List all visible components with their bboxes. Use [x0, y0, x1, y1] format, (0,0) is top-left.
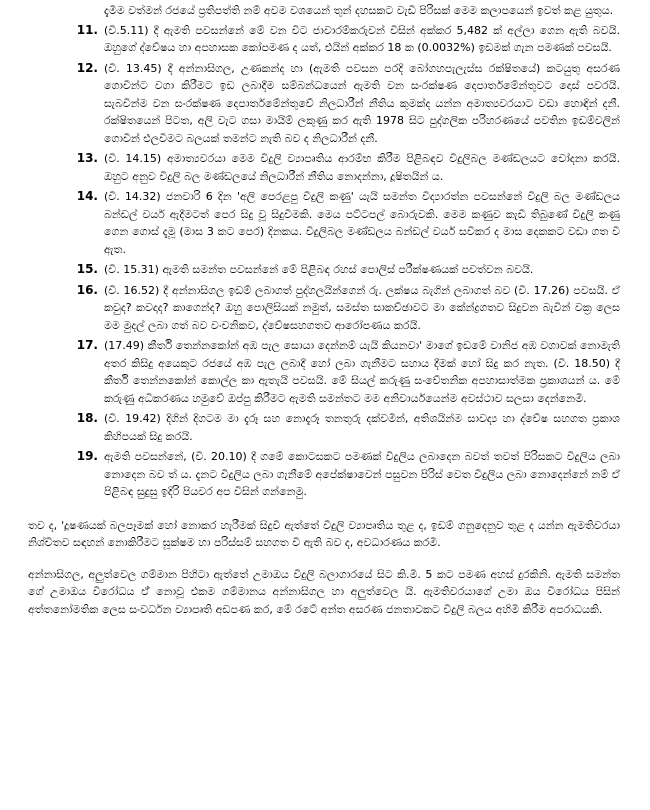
item-text: ඇමති පවසන්නේ, (වි. 20.10) දී ගමේ කොටසකට පමණක් විදුලිය ලබාදෙන බවත් තවත් පිරිසකට විදුලිය ලබා නොදෙන බව ත් ය. දැනට විදුලිය ලබා ගැනීමේ අපේක්ෂාවෙන් පසුවන පිරිස් වෙත විදුලිය ලබා නොදෙන්නේ නම් ඒ පිළිබඳ සුදුසු ඉදිරි පියවර අප විසින් ගන්නෙමු. [104, 450, 620, 498]
list-item [28, 448, 620, 501]
item-text: (වි. 13.45) දී අන්නාසිගල, උණකන්ද හා (ඇමති පවසන පරදි බෝගහපැලැස්ස රක්ෂිතයේ) කටයුතු අසරණ ගොවීන්ට වගා කිරීමට ඉඩ ලබාදීම සම්බන්ධයෙන් ඇමති වන සංරක්ෂණ දෙපාර්තමේන්තුවට දොස් පවරයි. සැබවින්ම වන සංරක්ෂණ දෙපාර්තමේන්තුවේ නිලධාරීන් නීතිය කුමක්ද යන්න අමාත්‍යවරයාට වඩා හොඳින් දනී. රක්ෂිතයෙන් පිටත, අලි වැට ගසා මායිම් ලකුණු කර ඇති 1978 සිට පුද්ගලික පරිහරණයේ පවතින ඉඩම්වලින් ගොවීන් එලවීමට බලයක් තමන්ට නැති බව ද නිලධාරීන් දනී. [104, 61, 620, 145]
body-paragraph-emphasis: තව ද, 'දූෂණයක් බලපෑමක් හෝ නොකර හැරීමක් සිදුවී ඇත්තේ විදුලි ව්‍යාපෘතිය තුළ ද, ඉඩම් ගනුදෙනුව තුළ ද යන්න ඇමතිවරයා නිශ්චිතව සඳහන් නොකිරීමට සූක්ෂම හා පරිස්සම් සහගත වී ඇති බව ද, අවධාරණය කරමි. [28, 518, 620, 549]
body-paragraph-location: අන්නාසිගල, අලුත්වෙල ගම්මාන පිහිටා ඇත්තේ උමාඔය විදුලි බලාගාරයේ සිට කි.මී. 5 කට පමණ අහස් දුරකිනි. ඇමති සමන්ත ගේ උමාඔය විරෝධය ඒ් නොවූ එකම ගම්මානය අන්නාසිගල හා අලුත්වෙල යි. ඇමතිවරයාගේ උමා ඔය විරෝධය පිසින් අත්තනෝමතික ලෙස සංවර්ධන ව්‍යාපෘති අඩපණ කර, මේ රටේ අන්ත අසරණ ජනතාවකට විදුලි බලය අහිමි කිරීම අපරාධයකි. [28, 567, 620, 616]
list-item [28, 60, 620, 148]
list-item [28, 282, 620, 335]
item-number: 18. [76, 411, 98, 425]
item-text: (වි. 14.15) අමාත්‍යවරයා මෙම විදුලි ව්‍යාපෘතිය ආරම්භ කිරීම පිළිබඳව විදුලිබල මණ්ඩලයට චෝදනා කරයි. ඔහුට අනුව විදුලි බල මණ්ඩලයේ නිලධාරීන් නීතිය නොදන්නා, දූෂිතයින් ය. [104, 152, 620, 183]
item-text: (වි. 16.52) දී අන්නාසිගල ඉඩම් ලබාගත් පුද්ගලයින්ගෙන් රු. ලක්ෂය බැගින් ලබාගත් බව (වි. 17.26) පවසයි. ඒ කවුද? කවදාද? කාගෙන්ද? ඔහු පොලිසියක් නමුත්, සමස්ත සාකච්ඡාවට මා කේන්ද්‍රගතව සිදුවන බැවින් වක්‍ර ලෙස මම මුදල් ලබා ගත් බව වංචනිකව, ද්වේෂසහගතව ආරෝපණය කරයි. [104, 283, 620, 332]
item-number: 14. [76, 189, 98, 203]
item-number: 13. [76, 151, 98, 165]
list-item [28, 337, 620, 407]
item-text: (වි. 14.32) ජනවාරි 6 දින 'අලි පෙරළපු විදුලි කණු' යැයි සමන්ත විද්‍යාරත්න පවසන්නේ විදුලි බල මණ්ඩලය බන්ඩල් වයර් ඇදීමටත් පෙර සිදු වූ සිදුවීමකි. මෙය පට්ටපල් බොරුවකි. මෙම කණුව කැඩී තිබුණේ විදුලි කණු ගෙන ගොස් දැමූ (මාස 3 කට පෙර) දිනකය. විදුලිබල මණ්ඩලය බන්ඩල් වයර් සවිකර ද මාස දෙකකට වඩා ගත වී ඇත. [104, 190, 620, 256]
item-text: (වි. 19.42) දිගින් දිගටම මා දැරූ සහ නොදැරූ තනතුරු දක්වමින්, අතිශයින්ම සාවද්‍ය හා ද්වේෂ සහගත ප්‍රකාශ කිහිපයක් සිදු කරයි. [104, 412, 620, 443]
item-number: 16. [76, 282, 98, 297]
item-number: 12. [76, 60, 98, 75]
document-page [0, 2, 650, 810]
item-text: (17.49) කීර්ති තෙන්නකෝන් අඹ පැල සොයා දෙන්නම් යැයි කියනවා' මාගේ ඉඩමේ වානිජ අඹ වගාවක් නොමැති අතර කිසිදු අයෙකුට රජයේ අඹ පැල ලබාදී හෝ ලබා ගැනීමට සහාය දීමක් හෝ සිදු කර නැත. (වි. 18.50) දී කීර්ති තෙන්නකෝන් කොල්ල කා ඇතැයි පවසයි. මේ සියල් කරුණු සංවේතනික අපහාසාත්මක ප්‍රකාශයන් ය. මේ කරුණු අධිකරණය හමුවේ ඔප්පු කිරීමට ඇමති සමන්තට මම අනිවාර්යයෙන්ම අවස්ථාව සලසා දෙන්නෙමි. [104, 339, 620, 405]
item-text: (වි.5.11) දී ඇමති පවසන්නේ මේ වන විට ජාවාරම්කරුවන් විසින් අක්කර 5,482 ක් අල්ලා ගෙන ඇති බවයි. ඔහුගේ ද්වේෂය හා අපහාසක කෝපමණ ද යත්, එයින් අක්කර 18 ක (0.0032%) ඉඩමක් ගැන පමණක් පවසයි. [104, 23, 620, 54]
list-item [28, 188, 620, 258]
list-item [28, 261, 620, 279]
list-item [28, 410, 620, 445]
item-text: (වි. 15.31) ඇමති සමන්ත පවසන්නේ මේ පිළිබඳ රහස් පොලිස් පරීක්ෂණයක් පවත්වන බවයි. [104, 263, 534, 276]
item-number: 17. [76, 338, 98, 352]
list-item [28, 22, 620, 57]
list-item [28, 150, 620, 185]
numbered-list [28, 22, 620, 501]
item-number: 11. [76, 22, 98, 37]
intro-text: දැමීම වත්මන් රජයේ ප්‍රතිපත්ති නම් අවම වශයෙන් තුන් දහසකට වැඩි පිරිසක් මෙම කලාපයෙන් ඉවත් කළ යුතුය. [104, 4, 614, 17]
item-number: 19. [76, 449, 98, 463]
item-number: 15. [76, 262, 98, 276]
